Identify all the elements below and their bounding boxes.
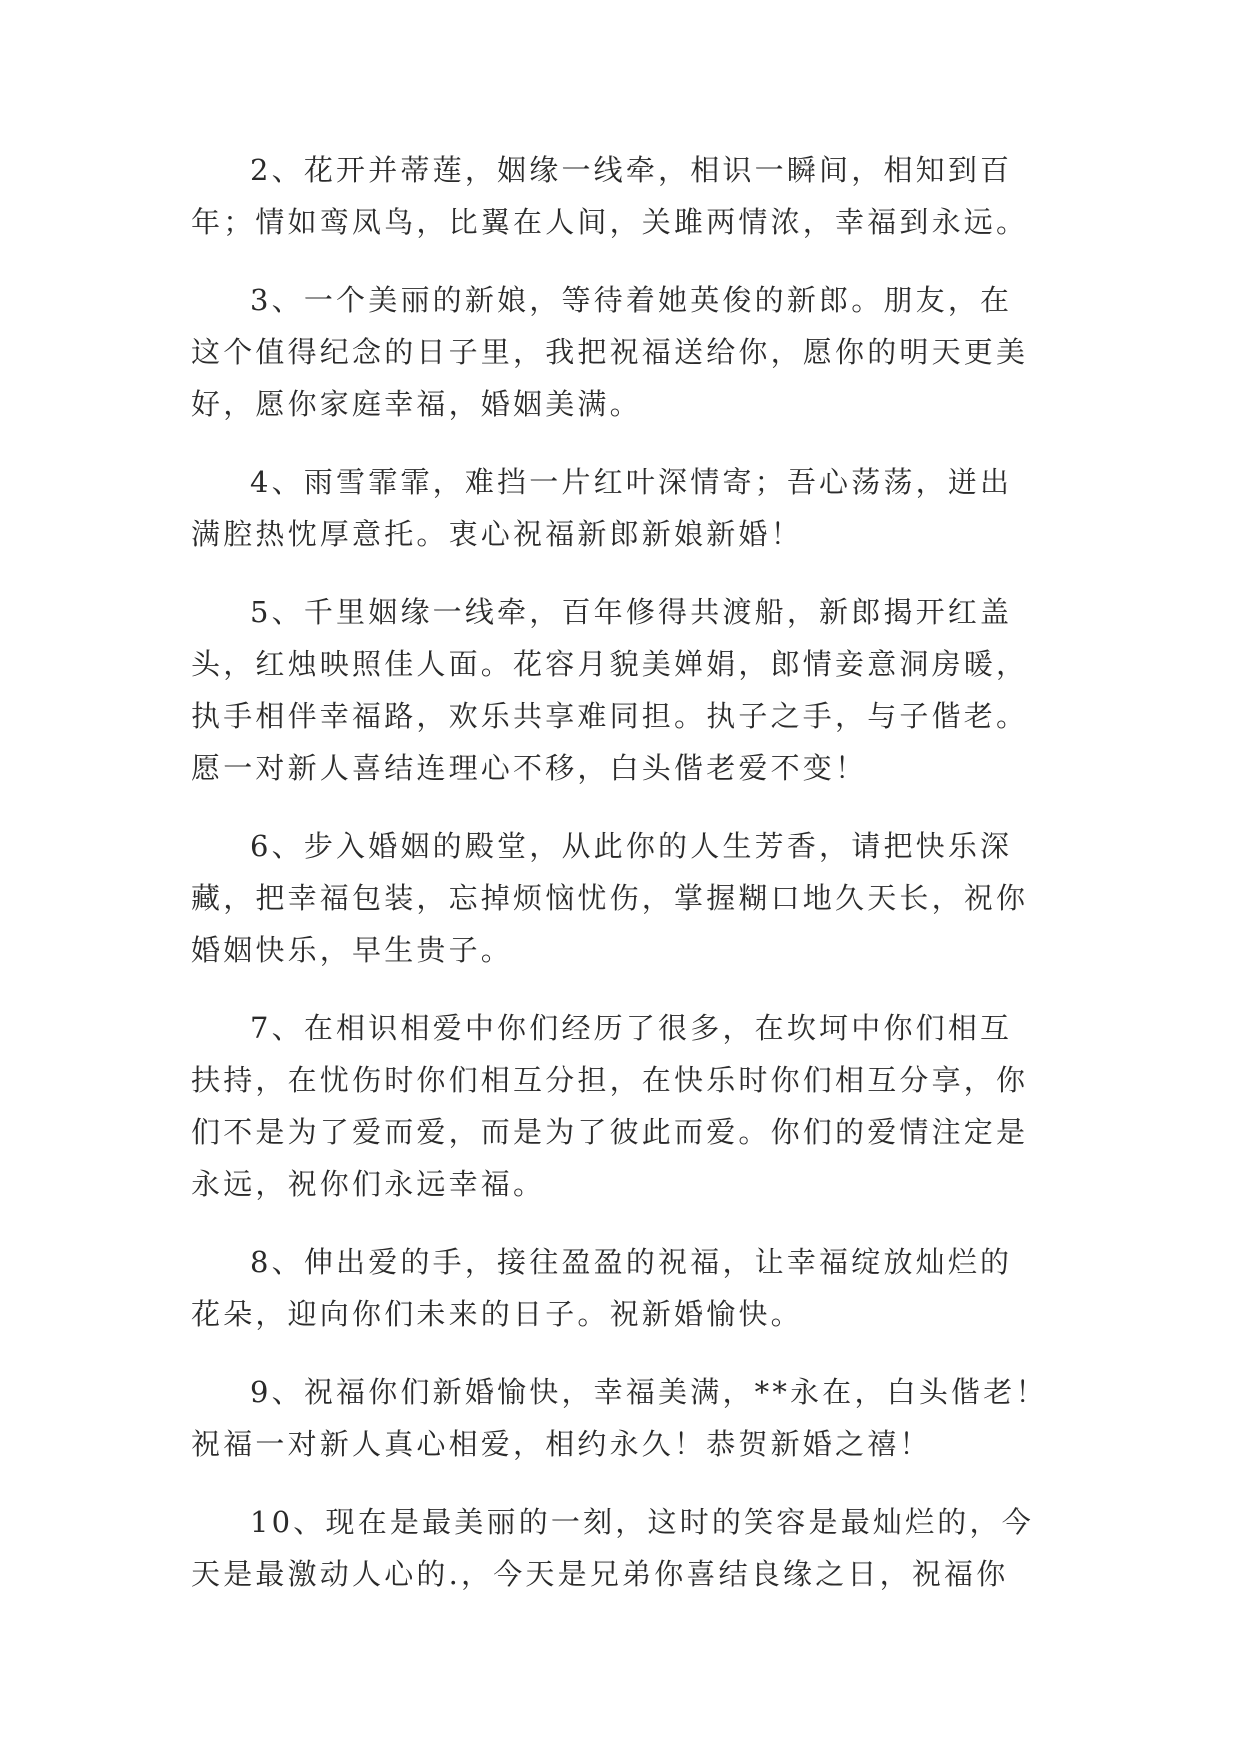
text-line: 2、花开并蒂莲，姻缘一线牵，相识一瞬间，相知到百 <box>250 153 1013 187</box>
text-line: 执手相伴幸福路，欢乐共享难同担。执子之手，与子偕老。 <box>191 699 1029 733</box>
text-line: 们不是为了爱而爱，而是为了彼此而爱。你们的爱情注定是 <box>191 1115 1029 1149</box>
text-line: 5、千里姻缘一线牵，百年修得共渡船，新郎揭开红盖 <box>250 595 1013 629</box>
text-line: 扶持，在忧伤时你们相互分担，在快乐时你们相互分享，你 <box>191 1063 1029 1097</box>
text-line: 3、一个美丽的新娘，等待着她英俊的新郎。朋友，在 <box>250 283 1013 317</box>
text-line: 满腔热忱厚意托。衷心祝福新郎新娘新婚！ <box>191 517 803 551</box>
text-line: 愿一对新人喜结连理心不移，白头偕老爱不变！ <box>191 751 868 785</box>
text-line: 8、伸出爱的手，接往盈盈的祝福，让幸福绽放灿烂的 <box>250 1245 1013 1279</box>
text-line: 6、步入婚姻的殿堂，从此你的人生芳香，请把快乐深 <box>250 829 1013 863</box>
text-line: 永远，祝你们永远幸福。 <box>191 1167 546 1201</box>
text-line: 藏，把幸福包装，忘掉烦恼忧伤，掌握糊口地久天长，祝你 <box>191 881 1029 915</box>
text-line: 年；情如鸾凤鸟，比翼在人间，关雎两情浓，幸福到永远。 <box>191 205 1029 239</box>
text-line: 9、祝福你们新婚愉快，幸福美满，**永在，白头偕老！ <box>250 1375 1048 1409</box>
text-line: 头，红烛映照佳人面。花容月貌美婵娟，郎情妾意洞房暖， <box>191 647 1029 681</box>
text-line: 天是最激动人心的.，今天是兄弟你喜结良缘之日，祝福你 <box>191 1557 1009 1591</box>
text-line: 好，愿你家庭幸福，婚姻美满。 <box>191 387 642 421</box>
text-line: 花朵，迎向你们未来的日子。祝新婚愉快。 <box>191 1297 803 1331</box>
text-line: 婚姻快乐，早生贵子。 <box>191 933 514 967</box>
text-line: 4、雨雪霏霏，难挡一片红叶深情寄；吾心荡荡，迸出 <box>250 465 1013 499</box>
text-line: 7、在相识相爱中你们经历了很多，在坎坷中你们相互 <box>250 1011 1013 1045</box>
text-line: 祝福一对新人真心相爱，相约永久！恭贺新婚之禧！ <box>191 1427 932 1461</box>
text-line: 这个值得纪念的日子里，我把祝福送给你，愿你的明天更美 <box>191 335 1029 369</box>
text-line: 10、现在是最美丽的一刻，这时的笑容是最灿烂的，今 <box>250 1505 1034 1539</box>
